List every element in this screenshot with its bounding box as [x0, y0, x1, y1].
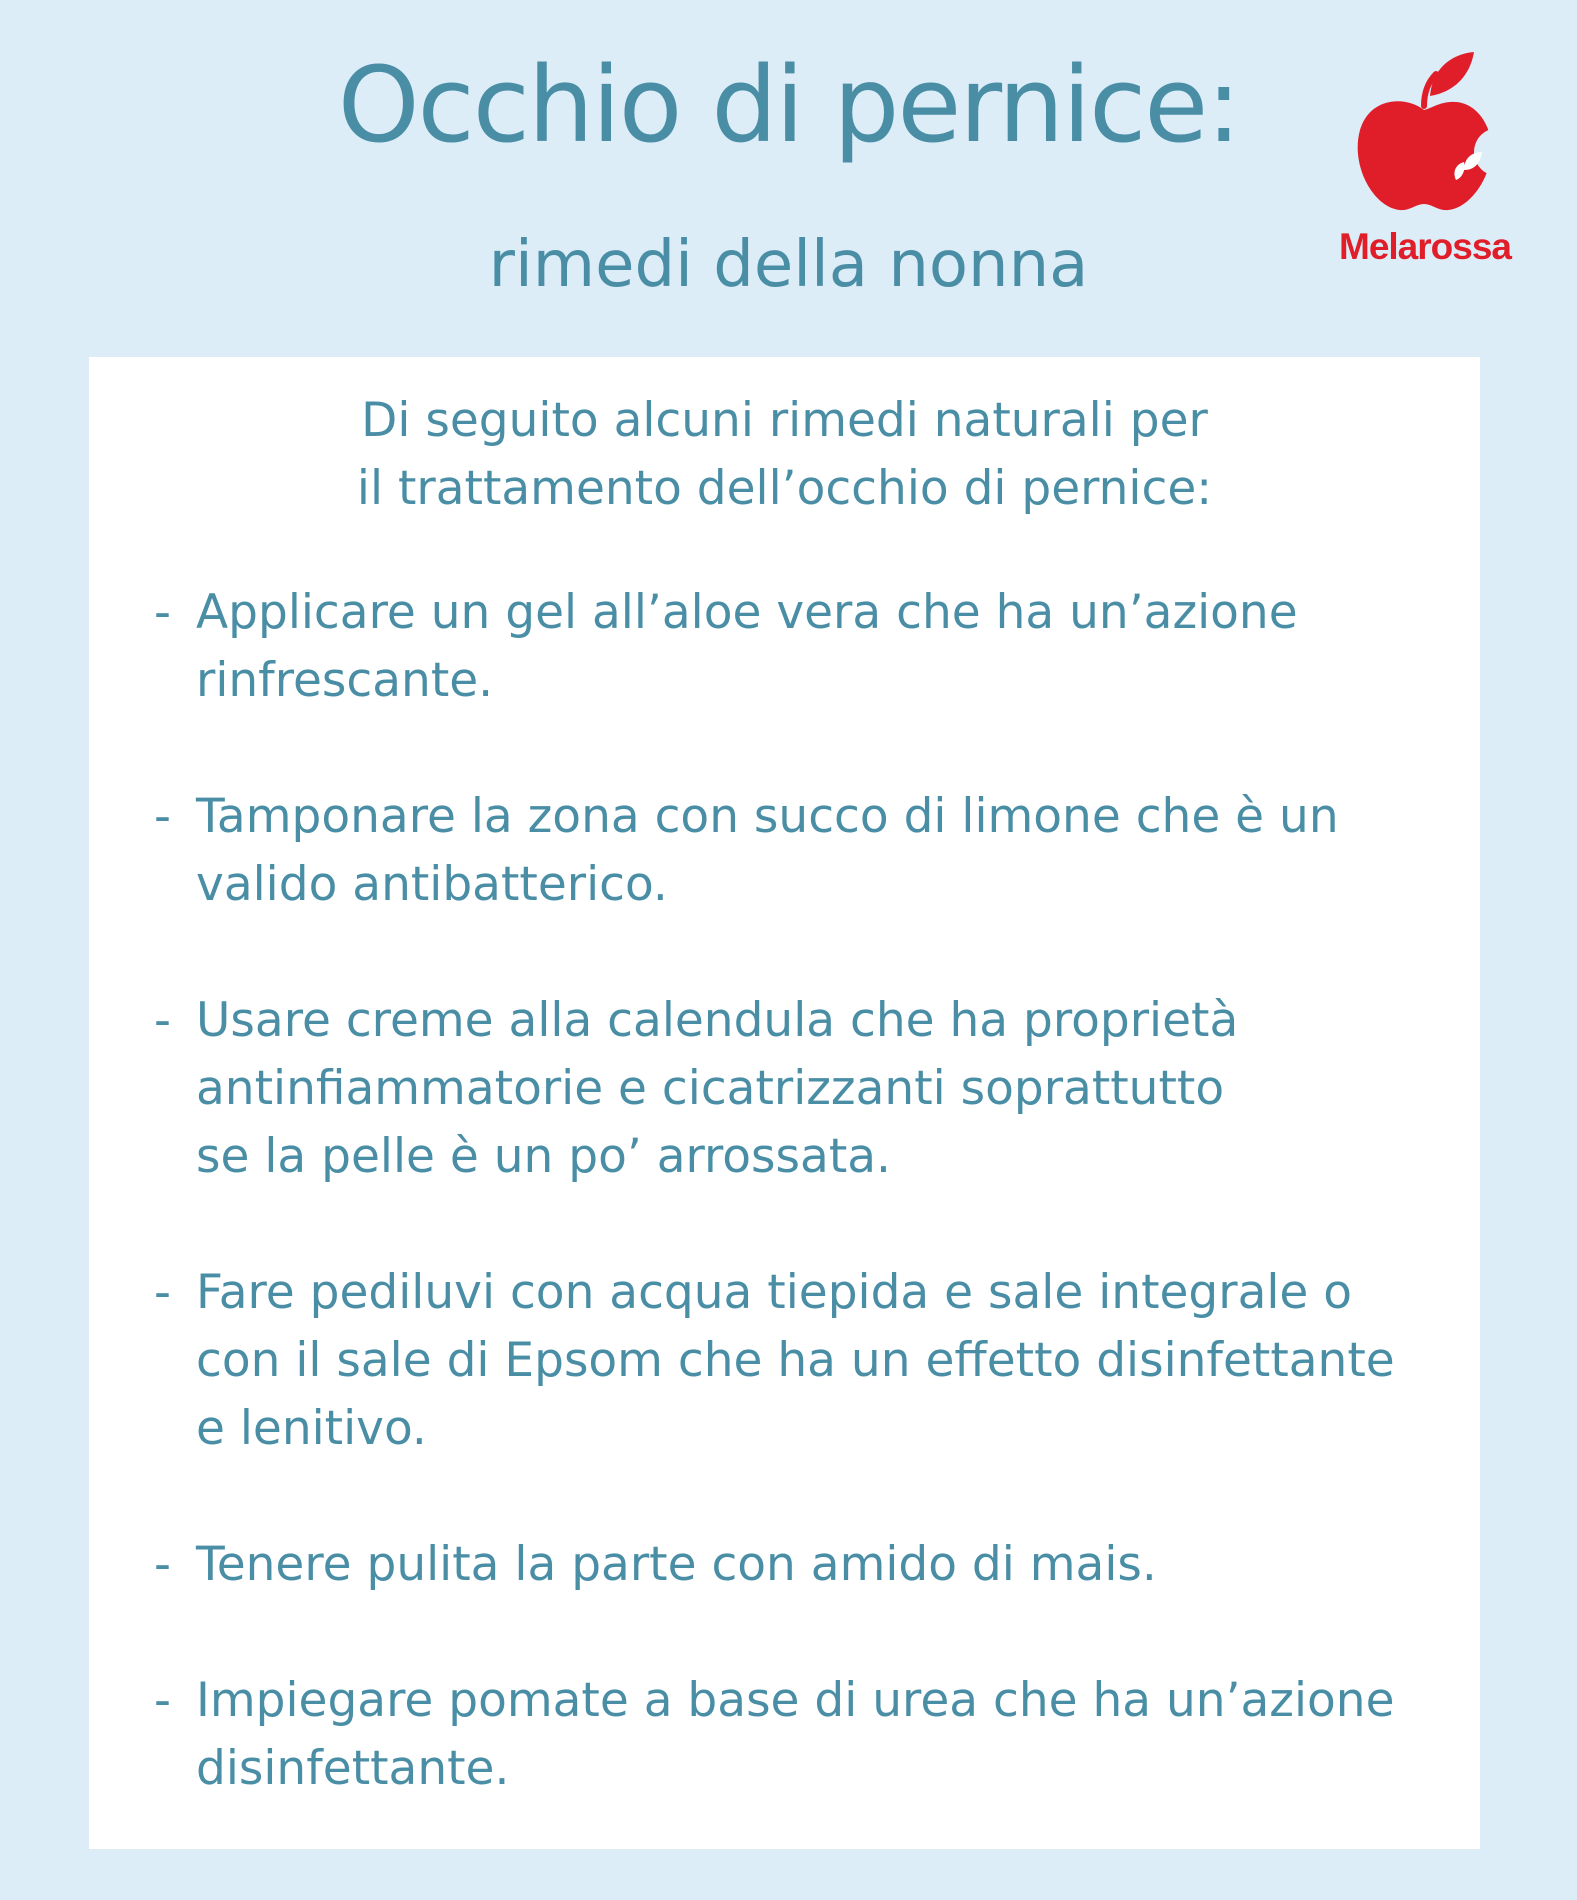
- remedy-line: e lenitivo.: [196, 1401, 427, 1456]
- dash-bullet: -: [154, 585, 171, 640]
- dash-bullet: -: [154, 993, 171, 1048]
- intro-line: Di seguito alcuni rimedi naturali per: [361, 393, 1208, 448]
- remedy-line: Tamponare la zona con succo di limone che è un: [196, 789, 1339, 844]
- intro-text: [89, 387, 1480, 523]
- remedy-item: [154, 579, 1464, 715]
- remedy-line: antinfiammatorie e cicatrizzanti soprattutto: [196, 1061, 1225, 1116]
- remedy-line: Tenere pulita la parte con amido di mais.: [196, 1537, 1157, 1592]
- remedy-line: se la pelle è un po’ arrossata.: [196, 1129, 891, 1184]
- page-title: Occhio di pernice:: [337, 44, 1240, 166]
- remedy-line: valido antibatterico.: [196, 857, 668, 912]
- remedies-card: [89, 357, 1480, 1849]
- dash-bullet: -: [154, 1537, 171, 1592]
- remedy-line: Impiegare pomate a base di urea che ha un’azione: [196, 1673, 1395, 1728]
- remedy-item: [154, 1667, 1464, 1803]
- dash-bullet: -: [154, 1265, 171, 1320]
- remedy-item: [154, 1259, 1464, 1463]
- remedy-line: disinfettante.: [196, 1741, 510, 1796]
- remedy-item: [154, 1531, 1464, 1599]
- remedy-item: [154, 783, 1464, 919]
- remedy-line: Usare creme alla calendula che ha proprietà: [196, 993, 1239, 1048]
- remedy-line: con il sale di Epsom che ha un effetto disinfettante: [196, 1333, 1395, 1388]
- page-subtitle: rimedi della nonna: [488, 228, 1089, 302]
- dash-bullet: -: [154, 1673, 171, 1728]
- remedy-item: [154, 987, 1464, 1191]
- remedy-line: rinfrescante.: [196, 653, 494, 708]
- remedy-line: Applicare un gel all’aloe vera che ha un’azione: [196, 585, 1298, 640]
- intro-line: il trattamento dell’occhio di pernice:: [356, 461, 1213, 516]
- remedies-list: [154, 579, 1464, 1871]
- brand-name: Melarossa: [1339, 226, 1511, 267]
- apple-icon: [1352, 48, 1502, 218]
- dash-bullet: -: [154, 789, 171, 844]
- melarossa-logo: [1320, 48, 1530, 273]
- remedy-line: Fare pediluvi con acqua tiepida e sale integrale o: [196, 1265, 1353, 1320]
